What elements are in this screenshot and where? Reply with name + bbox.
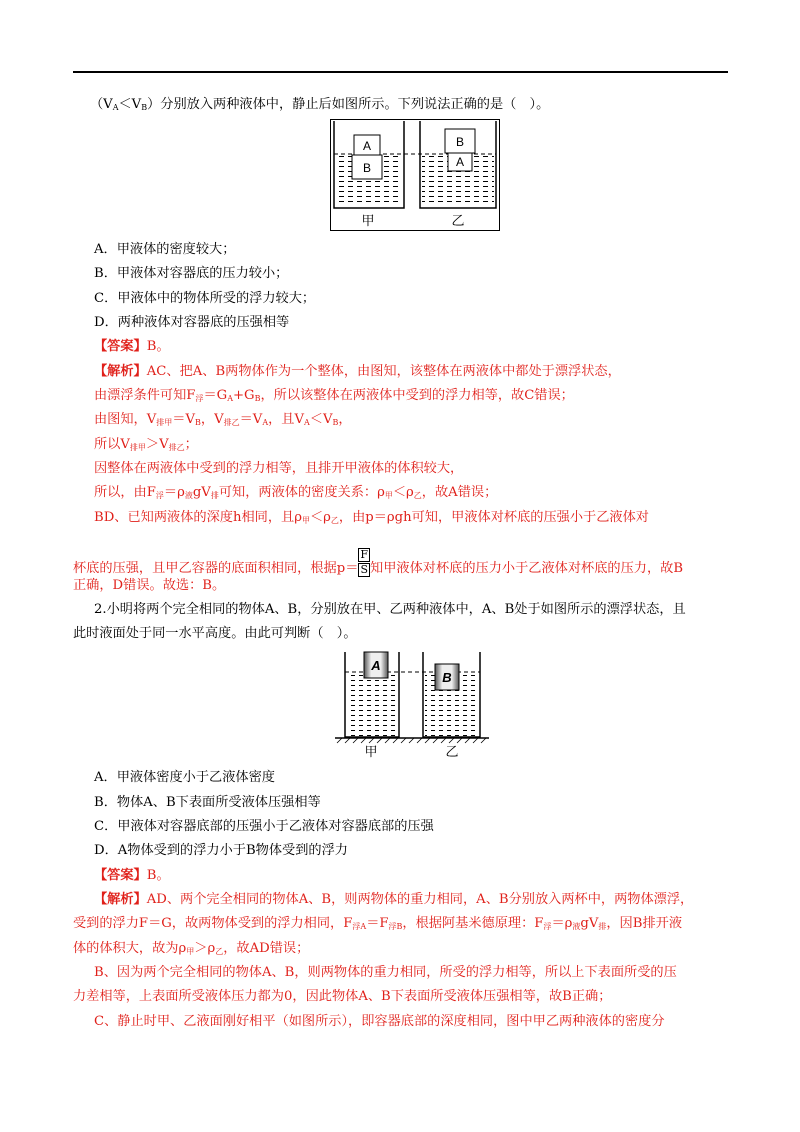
q2-option-c: C．甲液体对容器底部的压强小于乙液体对容器底部的压强 [94, 819, 434, 834]
q1-option-b: B．甲液体对容器底的压力较小； [94, 266, 289, 281]
svg-text:B: B [442, 670, 452, 685]
q2-option-a: A．甲液体密度小于乙液体密度 [94, 770, 275, 785]
q2-stem: 2.小明将两个完全相同的物体A、B，分别放在甲、乙两种液体中，A、B处于如图所示的漂浮状态，且 [94, 602, 686, 617]
q1-analysis-line: 由图知，$V_{排甲}=V_B$，$V_{排乙}=V_A$，且$V_A<V_B$， [94, 412, 352, 427]
fraction-f-over-s: $\frac{F}{S}$ [360, 548, 369, 576]
q2-label-yi: 乙 [445, 745, 459, 760]
svg-text:A: A [371, 658, 381, 673]
q1-analysis-line: 【解析】AC、把A、B两物体作为一个整体，由图知，该整体在两液体中都处于漂浮状态， [94, 364, 621, 379]
q1-answer: 【答案】B。 [94, 339, 170, 354]
q2-option-b: B．物体A、B下表面所受液体压强相等 [94, 795, 321, 810]
svg-text:B: B [455, 135, 465, 149]
q1-option-c: C．甲液体中的物体所受的浮力较大； [94, 291, 316, 306]
svg-text:B: B [362, 161, 372, 175]
q1-option-a: A．甲液体的密度较大； [94, 242, 236, 257]
q2-answer: 【答案】B。 [94, 868, 170, 883]
q1-analysis-line: 因整体在两液体中受到的浮力相等，且排开甲液体的体积较大， [94, 461, 464, 476]
top-rule [73, 71, 728, 73]
q1-stem: $(V_A<V_B)$分别放入两种液体中，静止后如图所示。下列说法正确的是（ ）。 [90, 97, 550, 112]
q2-analysis-line: 【解析】AD、两个完全相同的物体A、B，则两物体的重力相同，A、B分别放入两杯中，两物体漂浮， [94, 892, 694, 907]
q2-analysis-line: 力差相等，上表面所受液体压力都为0，因此物体A、B下表面所受液体压强相等，故B正确； [73, 989, 612, 1004]
q2-option-d: D．A物体受到的浮力小于B物体受到的浮力 [94, 843, 348, 858]
q1-analysis-line: 所以$V_{排甲}>V_{排乙}$； [94, 437, 198, 452]
q1-analysis-line: 正确，D错误。故选：B。 [73, 578, 226, 593]
q2-figure [335, 648, 489, 760]
q2-label-jia: 甲 [364, 745, 378, 760]
q1-label-jia: 甲 [361, 214, 375, 229]
svg-text:A: A [362, 139, 372, 153]
q1-analysis-line: 所以，由$F_浮=\rho_液gV_排$可知，两液体的密度关系：$\rho_甲<\rho_乙$，故A错误； [94, 485, 498, 500]
q2-stem: 此时液面处于同一水平高度。由此可判断（ ）。 [73, 626, 357, 641]
q1-label-yi: 乙 [451, 214, 465, 229]
q1-analysis-line: 由漂浮条件可知$F_浮=G_A+G_B$，所以该整体在两液体中受到的浮力相等，故C错误； [94, 388, 574, 403]
q2-analysis-line: 受到的浮力F＝G，故两物体受到的浮力相同，$F_{浮A}=F_{浮B}$，根据阿基米德原理：$F_浮=\rho_液gV_排$，因B排开液 [73, 916, 683, 931]
q2-analysis-line: 体的体积大，故为$\rho_甲>\rho_乙$，故AD错误； [73, 941, 310, 956]
svg-text:A: A [455, 155, 465, 169]
q1-analysis-line: 杯底的压强，且甲乙容器的底面积相同，根据p＝ $\frac{F}{S}$ 知甲液体对杯底的压力小于乙液体对杯底的压力，故B [73, 548, 684, 576]
q1-figure [330, 119, 500, 231]
q2-analysis-line: C、静止时甲、乙液面刚好相平（如图所示），即容器底部的深度相同，图中甲乙两种液体的密度分 [94, 1014, 665, 1029]
q1-analysis-line: BD、已知两液体的深度h相同，且$\rho_甲<\rho_乙$，由p＝ρgh可知，甲液体对杯底的压强小于乙液体对 [94, 510, 649, 525]
q1-option-d: D．两种液体对容器底的压强相等 [94, 315, 290, 330]
q2-analysis-line: B、因为两个完全相同的物体A、B，则两物体的重力相同，所受的浮力相等，所以上下表面所受的压 [94, 965, 677, 980]
